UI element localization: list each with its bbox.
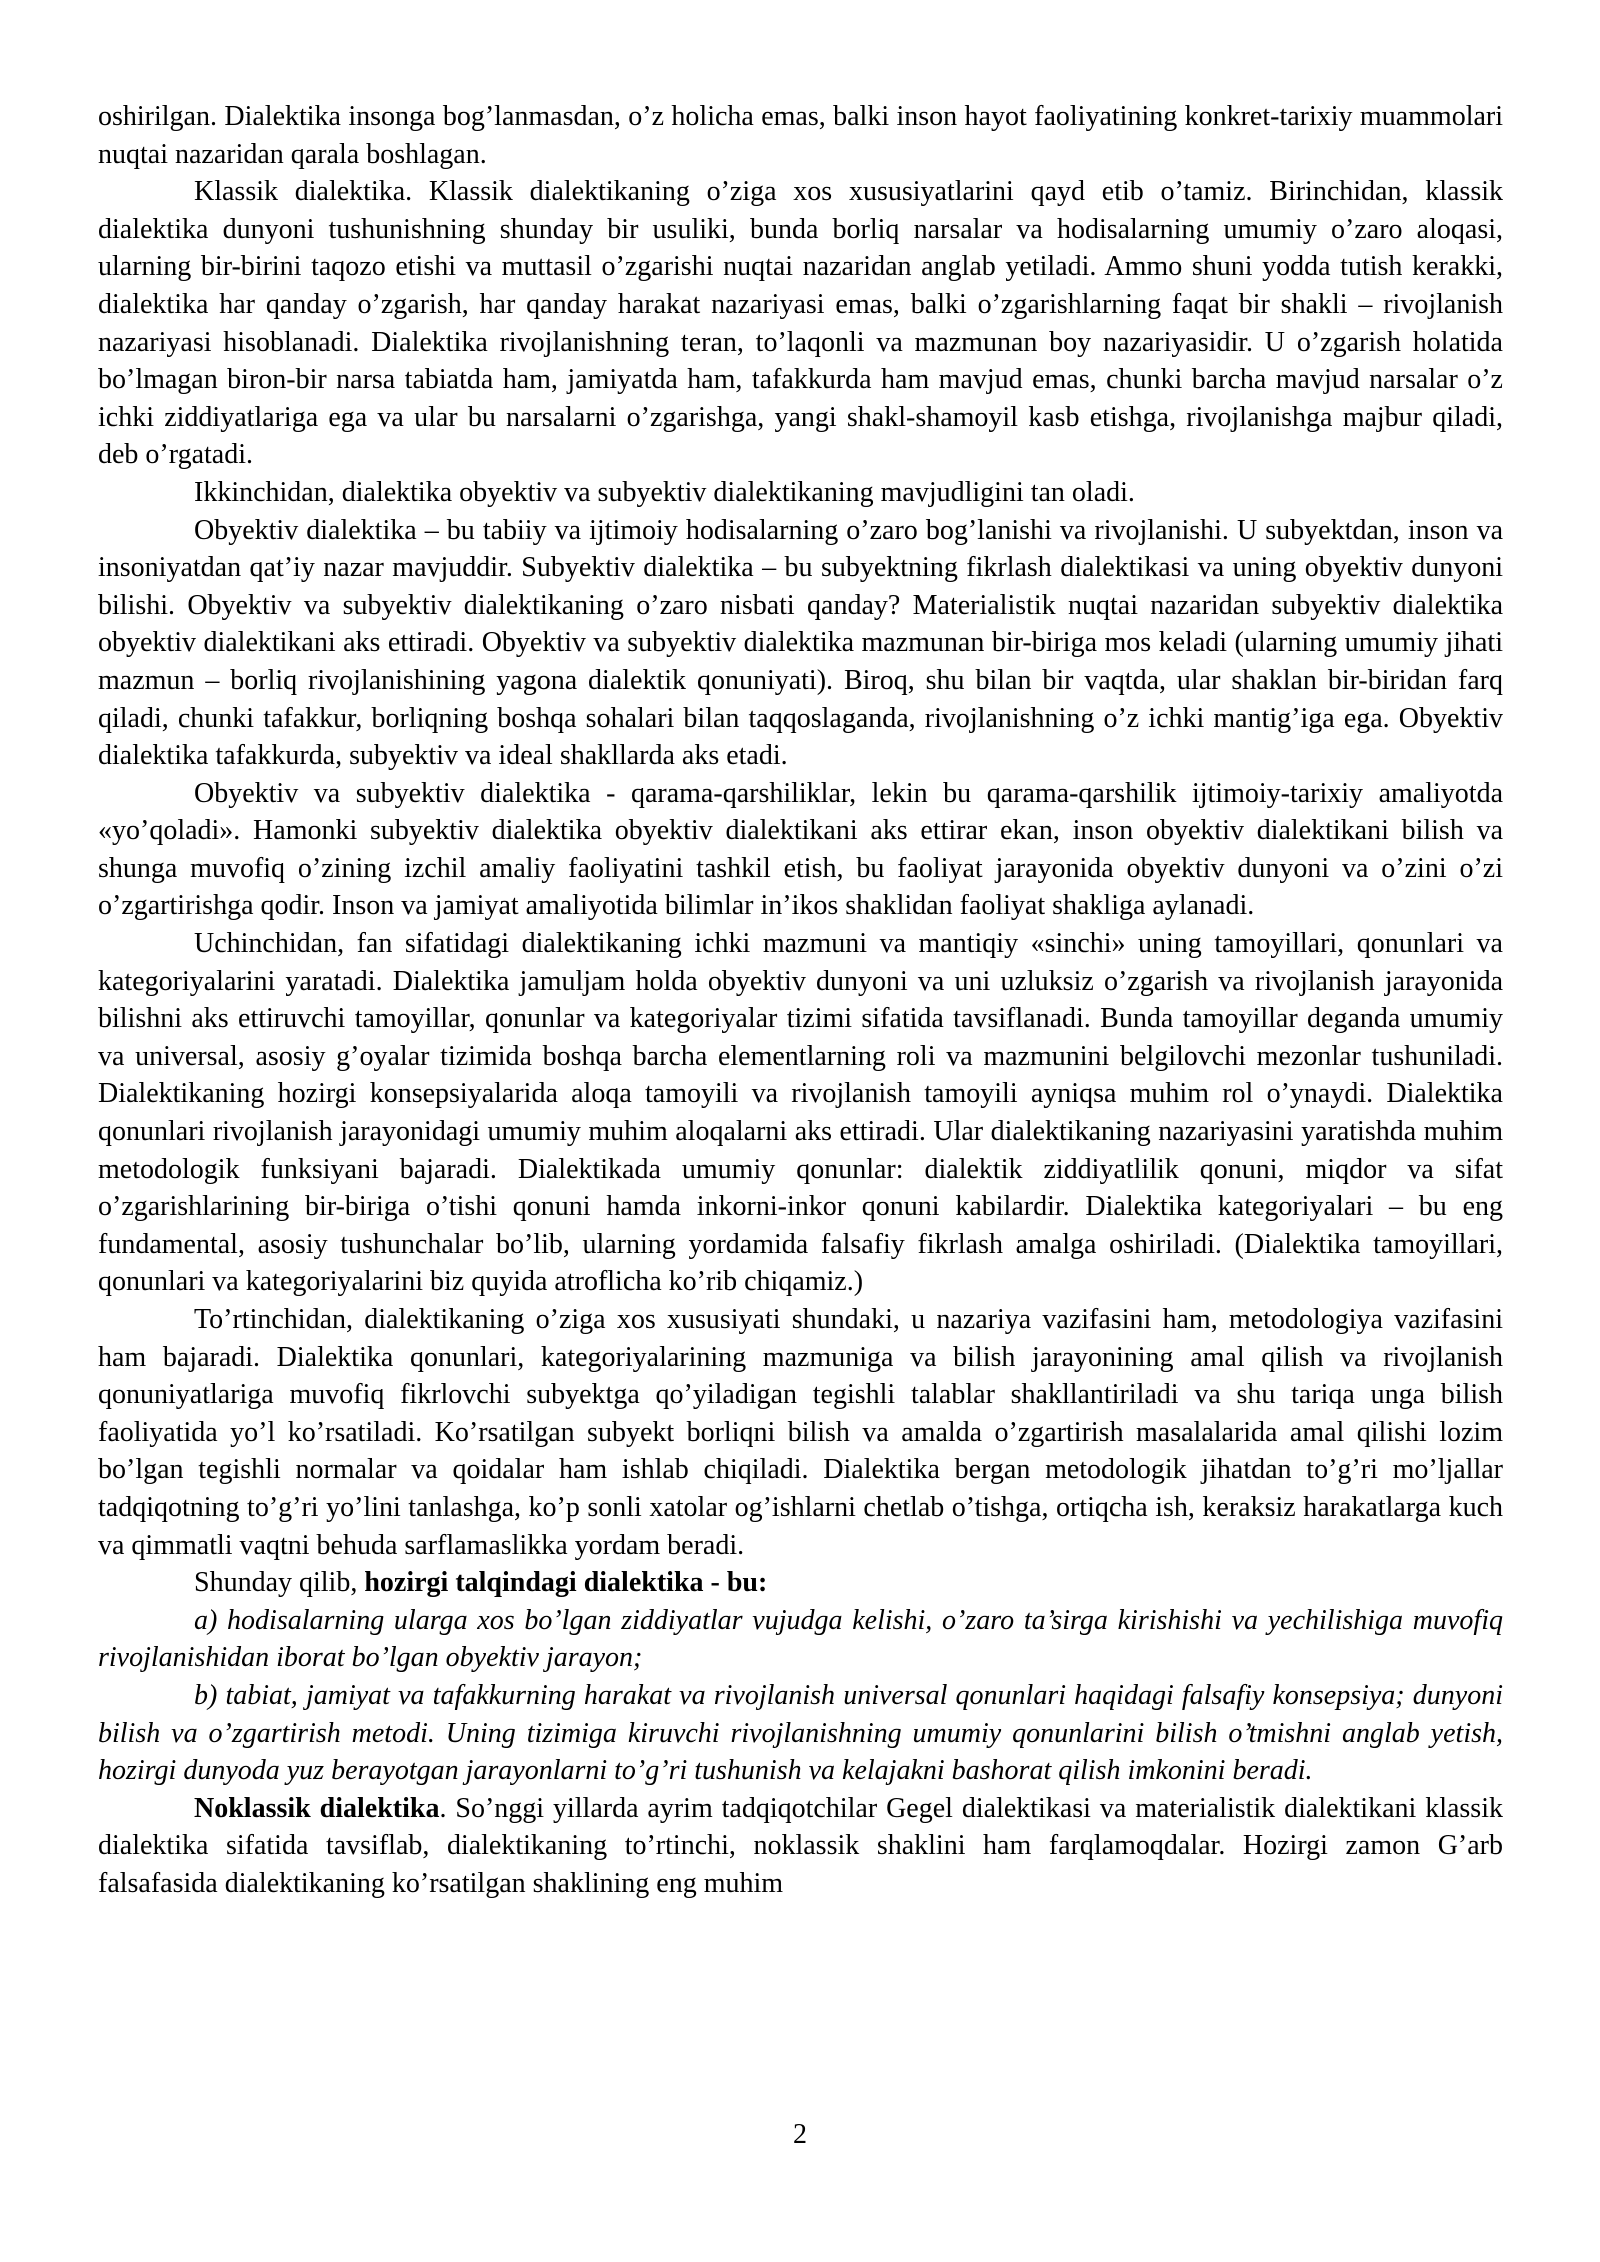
- definition-item-b: b) tabiat, jamiyat va tafakkurning harakat va rivojlanish universal qonunlari haqidagi falsafiy konsepsiya; dunyoni bilish va o’zgartirish metodi. Uning tizimiga kiruvchi rivojlanishning umumiy qonunlarini bilish o’tmishni anglab yetish, hozirgi dunyoda yuz berayotgan jarayonlarni to’g’ri tushunish va kelajakni bashorat qilish imkonini beradi.: [98, 1679, 1503, 1787]
- paragraph-continuation: oshirilgan. Dialektika insonga bog’lanmasdan, o’z holicha emas, balki inson hayot faoliyatining konkret-tarixiy muammolari nuqtai nazaridan qarala boshlagan.: [98, 101, 1503, 170]
- paragraph-shunday-qilib: [98, 1564, 1503, 1602]
- paragraph-tortinchidan: To’rtinchidan, dialektikaning o’ziga xos xususiyati shundaki, u nazariya vazifasini ham, metodologiya vazifasini ham bajaradi. Dialektika qonunlari, kategoriyalarining mazmuniga va bilish jarayonining amal qilish va rivojlanish qonuniyatlariga muvofiq fikrlovchi subyektga qo’yiladigan tegishli talablar shakllantiriladi va shu tariqa unga bilish faoliyatida yo’l ko’rsatiladi. Ko’rsatilgan subyekt borliqni bilish va amalda o’zgartirish masalalarida amal qilishi lozim bo’lgan tegishli normalar va qoidalar ham ishlab chiqiladi. Dialektika bergan metodologik jihatdan to’g’ri mo’ljallar tadqiqotning to’g’ri yo’lini tanlashga, ko’p sonli xatolar og’ishlarni chetlab o’tishga, ortiqcha ish, keraksiz harakatlarga kuch va qimmatli vaqtni behuda sarflamaslikka yordam beradi.: [98, 1304, 1503, 1561]
- paragraph-noklassik-dialektika: [98, 1790, 1503, 1903]
- noklassik-dialektika-text: . So’nggi yillarda ayrim tadqiqotchilar Gegel dialektikasi va materialistik dialektikani klassik dialektika sifatida tavsiflab, dialektikaning to’rtinchi, noklassik shaklini ham farqlamoqdalar. Hozirgi zamon G’arb falsafasida dialektikaning ko’rsatilgan shaklining eng muhim: [98, 1792, 1503, 1899]
- paragraph-ikkinchidan: Ikkinchidan, dialektika obyektiv va subyektiv dialektikaning mavjudligini tan oladi.: [194, 476, 1135, 508]
- page-number: 2: [793, 2119, 807, 2150]
- paragraph-qarama-qarshiliklar: Obyektiv va subyektiv dialektika - qarama-qarshiliklar, lekin bu qarama-qarshilik ijtimoiy-tarixiy amaliyotda «yo’qoladi». Hamonki subyektiv dialektika obyektiv dialektikani aks ettirar ekan, inson obyektiv dialektikani bilish va shunga muvofiq o’zining izchil amaliy faoliyatini tashkil etish, bu faoliyat jarayonida obyektiv dunyoni va o’zini o’zi o’zgartirishga qodir. Inson va jamiyat amaliyotida bilimlar in’ikos shaklidan faoliyat shakliga aylanadi.: [98, 777, 1503, 922]
- paragraph-obyektiv-dialektika: Obyektiv dialektika – bu tabiiy va ijtimoiy hodisalarning o’zaro bog’lanishi va rivojlanishi. U subyektdan, inson va insoniyatdan qat’iy nazar mavjuddir. Subyektiv dialektika – bu subyektning fikrlash dialektikasi va uning obyektiv dunyoni bilishi. Obyektiv va subyektiv dialektikaning o’zaro nisbati qanday? Materialistik nuqtai nazaridan subyektiv dialektika obyektiv dialektikani aks ettiradi. Obyektiv va subyektiv dialektika mazmunan bir-biriga mos keladi (ularning umumiy jihati mazmun – borliq rivojlanishining yagona dialektik qonuniyati). Biroq, shu bilan bir vaqtda, ular shaklan bir-biridan farq qiladi, chunki tafakkur, borliqning boshqa sohalari bilan taqqoslaganda, rivojlanishning o’z ichki mantig’iga ega. Obyektiv dialektika tafakkurda, subyektiv va ideal shakllarda aks etadi.: [98, 514, 1503, 772]
- definition-heading: hozirgi talqindagi dialektika - bu:: [364, 1567, 768, 1599]
- paragraph-klassik-dialektika: Klassik dialektika. Klassik dialektikaning o’ziga xos xususiyatlarini qayd etib o’tamiz. Birinchidan, klassik dialektika dunyoni tushunishning shunday bir usuliki, bunda borliq narsalar va hodisalarning umumiy o’zaro aloqasi, ularning bir-birini taqozo etishi va muttasil o’zgarishi nuqtai nazaridan anglab yetiladi. Ammo shuni yodda tutish kerakki, dialektika har qanday o’zgarish, har qanday harakat nazariyasi emas, balki o’zgarishlarning faqat bir shakli – rivojlanish nazariyasi hisoblanadi. Dialektika rivojlanishning teran, to’laqonli va mazmunan boy nazariyasidir. U o’zgarish holatida bo’lmagan biron-bir narsa tabiatda ham, jamiyatda ham, tafakkurda ham mavjud emas, chunki barcha mavjud narsalar o’z ichki ziddiyatlariga ega va ular bu narsalarni o’zgarishga, yangi shakl-shamoyil kasb etishga, rivojlanishga majbur qiladi, deb o’rgatadi.: [98, 176, 1503, 471]
- shunday-qilib-text: Shunday qilib,: [194, 1567, 365, 1599]
- noklassik-dialektika-heading: Noklassik dialektika: [194, 1792, 440, 1824]
- document-body: [98, 98, 1503, 1903]
- definition-item-a: a) hodisalarning ularga xos bo’lgan ziddiyatlar vujudga kelishi, o’zaro ta’sirga kirishishi va yechilishiga muvofiq rivojlanishidan iborat bo’lgan obyektiv jarayon;: [98, 1604, 1503, 1674]
- paragraph-uchinchidan: Uchinchidan, fan sifatidagi dialektikaning ichki mazmuni va mantiqiy «sinchi» uning tamoyillari, qonunlari va kategoriyalarini yaratadi. Dialektika jamuljam holda obyektiv dunyoni va uni uzluksiz o’zgarish va rivojlanish jarayonida bilishni aks ettiruvchi tamoyillar, qonunlar va kategoriyalar tizimi sifatida tavsiflanadi. Bunda tamoyillar deganda umumiy va universal, asosiy g’oyalar tizimida boshqa barcha elementlarning roli va mazmunini belgilovchi mezonlar tushuniladi. Dialektikaning hozirgi konsepsiyalarida aloqa tamoyili va rivojlanish tamoyili ayniqsa muhim rol o’ynaydi. Dialektika qonunlari rivojlanish jarayonidagi umumiy muhim aloqalarni aks ettiradi. Ular dialektikaning nazariyasini yaratishda muhim metodologik funksiyani bajaradi. Dialektikada umumiy qonunlar: dialektik ziddiyatlilik qonuni, miqdor va sifat o’zgarishlarining bir-biriga o’tishi qonuni hamda inkorni-inkor qonuni kabilardir. Dialektika kategoriyalari – bu eng fundamental, asosiy tushunchalar bo’lib, ularning yordamida falsafiy fikrlash amalga oshiriladi. (Dialektika tamoyillari, qonunlari va kategoriyalarini biz quyida atroflicha ko’rib chiqamiz.): [98, 928, 1503, 1298]
